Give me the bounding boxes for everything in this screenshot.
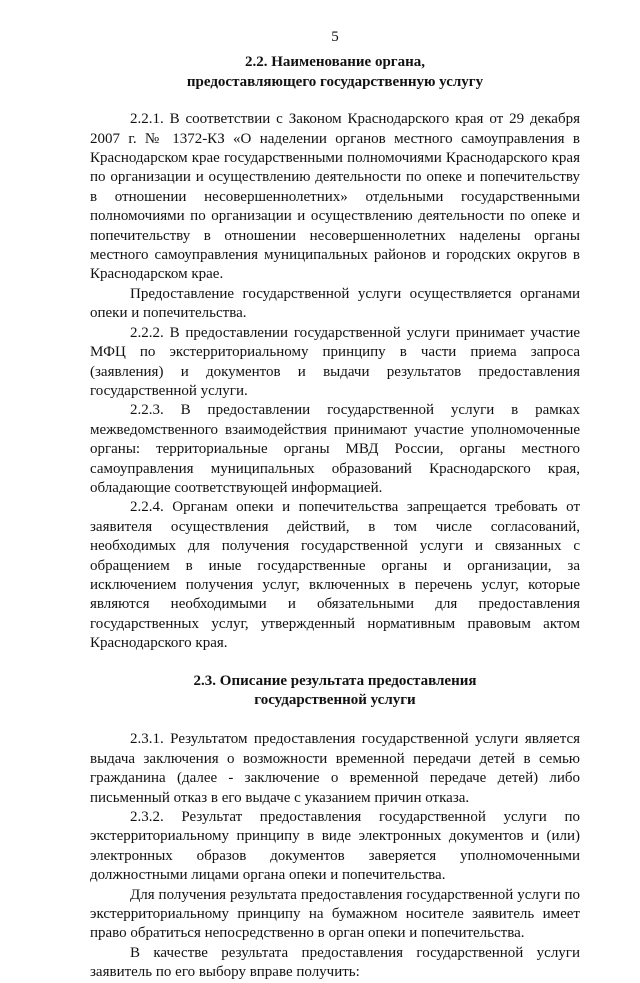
paragraph-2-3-2: 2.3.2. Результат предоставления государственной услуги по экстерриториальному принципу в виде электронных документов и (или) электронных образов документов заверяется уполномоченными должностными лицами органа опеки и попечительства.: [90, 809, 580, 884]
paragraph-2-2-3: 2.2.3. В предоставлении государственной услуги в рамках межведомственного взаимодействия принимают участие уполномоченные органы: территориальные органы МВД России, органы местного самоуправления муниципальных образований Краснодарского края, обладающие соответствующей информацией.: [90, 402, 580, 496]
paragraph-2-2-1: 2.2.1. В соответствии с Законом Краснодарского края от 29 декабря 2007 г. № 1372-КЗ «О наделении органов местного самоуправления в Краснодарском крае государственными полномочиями Краснодарского края по организации и осуществлению деятельности по опеке и попечительству в отношении несовершеннолетних» отдельными государственными полномочиями по организации и осуществлению деятельности по опеке и попечительству в отношении несовершеннолетних наделены органы местного самоуправления муниципальных районов и городских округов в Краснодарском крае.: [90, 111, 580, 283]
spacer: [90, 92, 580, 110]
section-2-3-heading-line-2: государственной услуги: [254, 692, 416, 708]
paragraph-2-3-2-paper: Для получения результата предоставления государственной услуги по экстерриториальному принципу на бумажном носителе заявитель имеет право обратиться непосредственно в орган опеки и попечительства.: [90, 886, 580, 942]
section-2-2-heading: [90, 53, 580, 92]
spacer: [90, 654, 580, 672]
paragraph-2-2-4: 2.2.4. Органам опеки и попечительства запрещается требовать от заявителя осуществления действий, в том числе согласований, необходимых для получения государственной услуги и связанных с обращением в иные государственные органы и организации, за исключением получения услуг, включенных в перечень услуг, которые являются необходимыми и обязательными для предоставления государственных услуг, утвержденный нормативным правовым актом Краснодарского края.: [90, 499, 580, 652]
section-2-2-heading-line-2: предоставляющего государственную услугу: [186, 73, 484, 90]
paragraph-2-2-2: 2.2.2. В предоставлении государственной услуги принимает участие МФЦ по экстерриториальному принципу в части приема запроса (заявления) и документов и выдачи результатов предоставления государственной услуги.: [90, 324, 580, 399]
section-2-3-heading-line-1: 2.3. Описание результата предоставления: [193, 672, 477, 689]
paragraph-2-2-1-note: Предоставление государственной услуги осуществляется органами опеки и попечительства.: [90, 285, 580, 322]
paragraph-2-3-1: 2.3.1. Результатом предоставления государственной услуги является выдача заключения о возможности временной передачи детей в семью гражданина (далее - заключение о временной передаче детей) либо письменный отказ в его выдаче с указанием причин отказа.: [90, 731, 580, 806]
paragraph-2-3-2-choice: В качестве результата предоставления государственной услуги заявитель по его выбору вправе получить:: [90, 944, 580, 981]
section-2-2-heading-line-1: 2.2. Наименование органа,: [244, 54, 426, 71]
section-2-3-heading: [90, 672, 580, 711]
spacer: [90, 710, 580, 730]
page-number: 5: [331, 29, 339, 45]
